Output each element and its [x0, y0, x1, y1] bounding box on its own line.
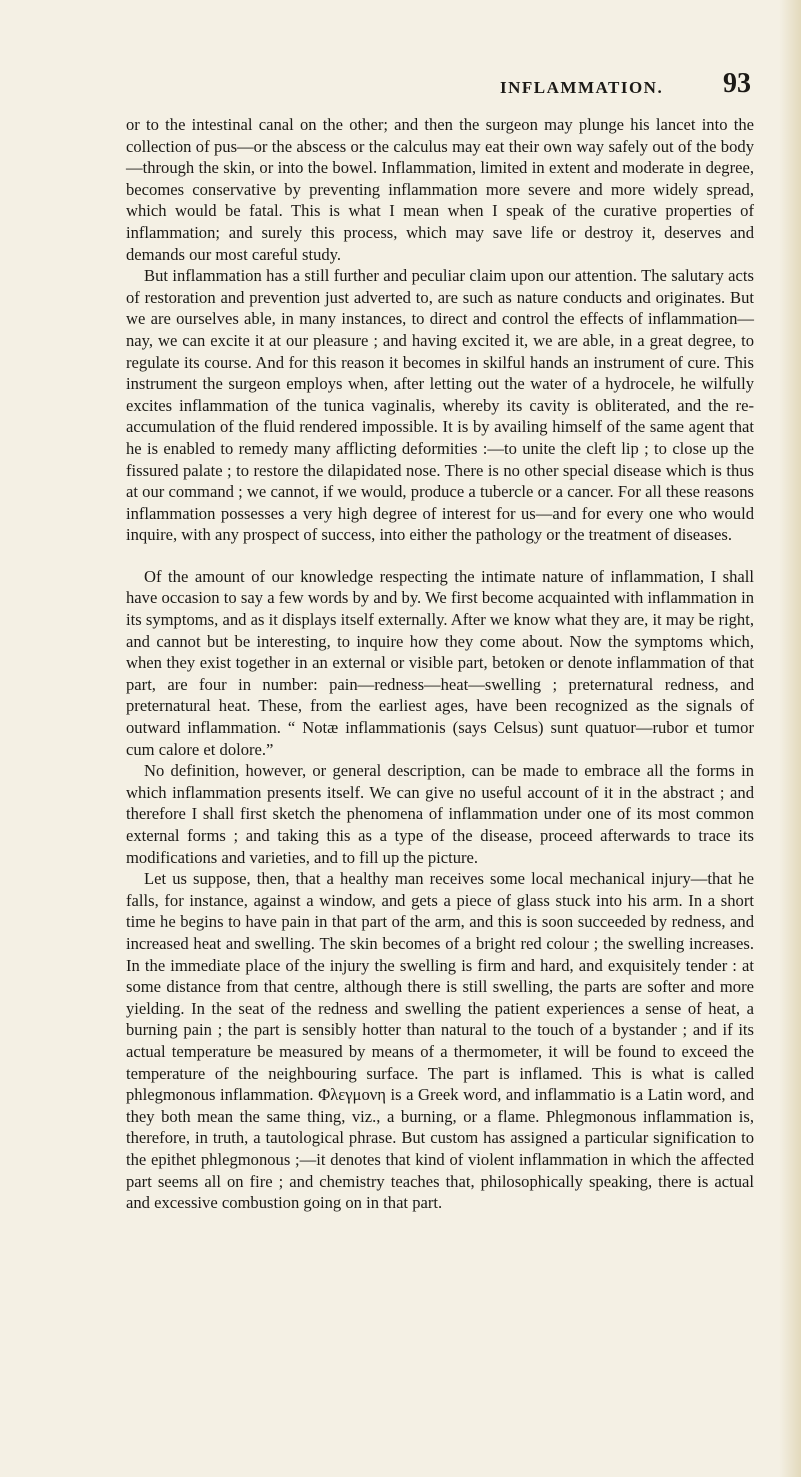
page-header [120, 68, 751, 108]
paragraph: No definition, however, or general description, can be made to embrace all the forms in which inflammation presents itself. We can give no useful account of it in the abstract ; and therefore I shall first sketch the phenomena of inflammation under one of its most common external forms ; and taking this as a type of the disease, proceed afterwards to trace its modifications and varieties, and to fill up the picture. [126, 761, 754, 867]
page-number: 93 [723, 68, 751, 99]
paragraph: Of the amount of our knowledge respecting the intimate nature of inflammation, I shall have occasion to say a few words by and by. We first become acquainted with inflammation in its symptoms, and as it displays itself externally. After we know what they are, it may be right, and cannot but be interesting, to inquire how they come about. Now the symptoms which, when they exist together in an external or visible part, betoken or denote inflammation of that part, are four in number: pain—redness—heat—swelling ; preternatural redness, and preternatural heat. These, from the earliest ages, have been recognized as the signals of outward inflammation. “ Notæ inflammationis (says Celsus) sunt quatuor—rubor et tumor cum calore et dolore.” [126, 566, 754, 759]
paragraph: But inflammation has a still further and peculiar claim upon our attention. The salutary acts of restoration and prevention just adverted to, are such as nature conducts and originates. But we are ourselves able, in many instances, to direct and control the effects of inflammation—nay, we can excite it at our pleasure ; and having excited it, we are able, in a great degree, to regulate its course. And for this reason it becomes in skilful hands an instrument of cure. This instrument the surgeon employs when, after letting out the water of a hydrocele, he wilfully excites inflammation of the tunica vaginalis, whereby its cavity is obliterated, and the re-accumulation of the fluid rendered impossible. It is by availing himself of the same agent that he is enabled to remedy many afflicting deformities :—to unite the cleft lip ; to close up the fissured palate ; to restore the dilapidated nose. There is no other special disease which is thus at our command ; we cannot, if we would, produce a tubercle or a cancer. For all these reasons inflammation possesses a very high degree of interest for us—and for every one who would inquire, with any prospect of success, into either the pathology or the treatment of diseases. [126, 266, 754, 545]
page-edge-shadow [779, 0, 801, 1477]
paragraph: or to the intestinal canal on the other; and then the surgeon may plunge his lancet into the collection of pus—or the abscess or the calculus may eat their own way safely out of the body—through the skin, or into the bowel. Inflammation, limited in extent and moderate in degree, becomes conservative by preventing inflammation more severe and more widely spread, which would be fatal. This is what I mean when I speak of the curative properties of inflammation; and surely this process, which may save life or destroy it, deserves and demands our most careful study. [126, 115, 754, 264]
paragraph: Let us suppose, then, that a healthy man receives some local mechanical injury—that he falls, for instance, against a window, and gets a piece of glass stuck into his arm. In a short time he begins to have pain in that part of the arm, and this is soon succeeded by redness, and increased heat and swelling. The skin becomes of a bright red colour ; the swelling increases. In the immediate place of the injury the swelling is firm and hard, and exquisitely tender : at some distance from that centre, although there is still swelling, the parts are softer and more yielding. In the seat of the redness and swelling the patient experiences a sense of heat, a burning pain ; the part is sensibly hotter than natural to the touch of a bystander ; and if its actual temperature be measured by means of a thermometer, it will be found to exceed the temperature of the neighbouring surface. The part is inflamed. This is what is called phlegmonous inflammation. Φλεγμονη is a Greek word, and inflammatio is a Latin word, and they both mean the same thing, viz., a burning, or a flame. Phlegmonous inflammation is, therefore, in truth, a tautological phrase. But custom has assigned a particular signification to the epithet phlegmonous ;—it denotes that kind of violent inflammation in which the affected part seems all on fire ; and chemistry teaches that, philosophically speaking, there is actual and excessive combustion going on in that part. [126, 869, 754, 1213]
body-text [126, 114, 754, 1214]
running-head: INFLAMMATION. [500, 78, 664, 97]
